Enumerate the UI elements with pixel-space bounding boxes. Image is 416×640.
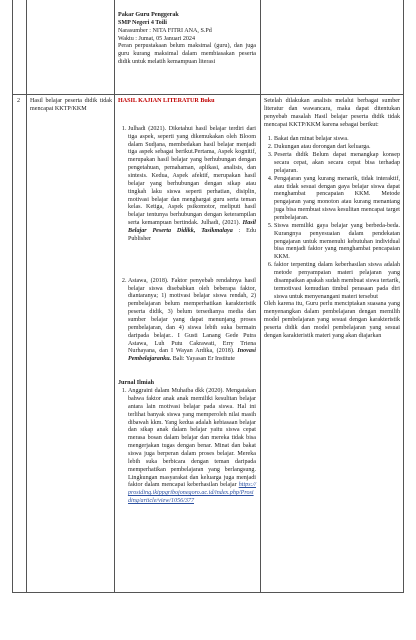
book-item [128, 126, 256, 244]
source-name: Narasumber : NITA FITRI ANA, S.Pd [118, 27, 212, 34]
cause-item: 5. Siswa memiliki gaya belajar yang berbeda-beda. Kurangnya penyesuaian dalam pendekatan pengajaran untuk memenuhi kebutuhan individual bisa menjadi faktor yang menghambat pencapaian KKM. [274, 223, 400, 262]
book-text: Julhadi (2021). Diketahui hasil belajar terdiri dari tiga aspek, seperti yang dikemukakan oleh Bloom dalam Sudjana, membedakan hasil belajar menjadi tiga aspek sebagai berikut.Pertama, Aspek kognitif, merupakan hasil belajar yang berhubungan dengan pengetahuan, pemahaman, aplikasi, analisis, dan sintesis. Kedua, Aspek afektif, merupakan hasil belajar yang berhubungan dengan sikap atau tingkah laku siswa seperti perhatian, disiplin, motivasi belajar dan menghargai guru serta teman kelas. Ketiga, Aspek psikomotor, meliputi hasil belajar tentunya berhubungan dengan keterampilan serta kemampuan bertindak. Julhadi, (2021). [128, 125, 256, 227]
cause-item: 3. Peserta didik Belum dapat menangkap konsep secara cepat, akan secara cepat bisa terhadap pelajaran. [274, 152, 400, 176]
column-divider [403, 0, 404, 592]
book-text: Astawa, (2018). Faktor penyebab rendahnya hasil belajar siswa disebabkan oleh beberapa faktor, diantaranya; 1) motivasi belajar siswa rendah, 2) pembelajaran belum memperhatikan karakteristik peserta didik, 3) belum tersedianya media dan sumber belajar yang dapat menunjang proses pembelajaran, dan 4) siswa lebih suka bermain daripada belajar.. I Gusti Lanang Gede Putra Astawa, Luh Putu Cakrawati, Erry Triena Nurhayana, dan I Wayan Ardika, (2018). [128, 277, 256, 355]
book-item [128, 278, 256, 364]
journal-item [128, 388, 256, 506]
table-bottom-border [12, 592, 404, 593]
analysis-column [264, 98, 400, 341]
interview-finding: Peran perpustakaan belum maksimal (guru), dan juga guru kurang maksimal dalam membiasakan peserta didik untuk melatih kemampuan literasi [118, 43, 256, 66]
journal-heading: Jurnal Ilmiah [118, 380, 155, 387]
book-tail: Bali: Yayasan Er Institute [171, 356, 235, 363]
cause-item: 2. Dukungan atau dorongan dari keluarga. [274, 144, 400, 152]
literature-review [118, 98, 256, 506]
row-number [17, 98, 25, 106]
book-list [118, 126, 256, 364]
literature-heading: HASIL KAJIAN LITERATUR Buku [118, 98, 215, 104]
cause-item: 4. Pengajaran yang kurang menarik, tidak interaktif, atau tidak sesuai dengan gaya belajar siswa dapat menghambat pencapaian KKM. Metode pengajaran yang monoton atau kurang menantang juga bisa membuat siswa kesulitan mencapai target pembelajaran. [274, 176, 400, 223]
cause-item: 1. Bakat dan minat belajar siswa. [274, 136, 400, 144]
problem-statement [30, 98, 112, 114]
book-title: Hasil Belajar Peserta Didikk, Tasikmalaya [128, 220, 256, 235]
interview-summary [118, 12, 256, 67]
journal-text: Anggraini dalam Muhaiba dkk (2020). Mengatakan bahwa faktor anak anak memiliki kesulitan belajar antara lain motivasi belajar pada siswa. Hal ini terlihat banyak siswa yang memperoleh nilai masih dibawah kkm. Yang kedua adalah kebiasaan belajar dan sikap anak dalam belajar yaitu siswa cepat merasa bosan dalam belajar dan mereka tidak bisa mengerjakan tugas dengan benar. Minat dan bakat siswa juga berperan dalam proses belajar. Mereka lebih suka berbicara dengan teman daripada memperhatikan pembelajaran yang berlangsung. Lingkungan masyarakat dan keluarga juga menjadi faktor dalam mencapai keberhasilan belajar [128, 388, 256, 489]
column-divider [26, 0, 27, 592]
book-tail: : Edu Publisher [128, 228, 256, 242]
problem-text: Hasil belajar peserta didik tidak mencapai KKTP/KKM [30, 98, 112, 112]
cause-list [264, 136, 400, 301]
row-number-text: 2 [17, 98, 21, 104]
expert-title: Pakar Guru Penggerak [118, 12, 179, 18]
school-name: SMP Negeri 4 Toili [118, 19, 167, 26]
analysis-conclusion: Oleh karena itu, Guru perlu menciptakan suasana yang menyenangkan dalam pembelajaran dengan memilih model pembelajaran yang sesuai dengan karakteristik peserta didik dan model pembelajaran yang sesuai dengan karakteristik materi yang akan diajarkan [264, 301, 400, 339]
journal-link[interactable]: https://prosiding.ikippgribojonegoro.ac.id/index.php/Prosiding/article/view/1056/377 [128, 482, 257, 505]
analysis-intro: Setelah dilakukan analisis melalui berbagai sumber literatur dan wawancara, maka dapat ditentukan penyebab masalah Hasil belajar peserta didik tidak mencapai KKTP/KKM karena sebagai berikut: [264, 98, 400, 128]
book-title: Inovasi Pembelajaranku. [128, 348, 256, 363]
column-divider [114, 0, 115, 592]
literature-table [12, 0, 404, 592]
row-divider [12, 94, 404, 95]
journal-list [118, 388, 256, 506]
column-divider [260, 0, 261, 592]
interview-time: Waktu : Jumat, 05 Januari 2024 [118, 35, 196, 42]
column-divider [12, 0, 13, 592]
cause-item: 6. faktor terpenting dalam keberhasilan siswa adalah metode penyampaian materi pelajaran yang disampaikan apakah sudah membuat siswa tertarik, termotivasi kemudian timbul perasaan pada diri siswa untuk menyenangani materi tersebut [274, 262, 400, 301]
